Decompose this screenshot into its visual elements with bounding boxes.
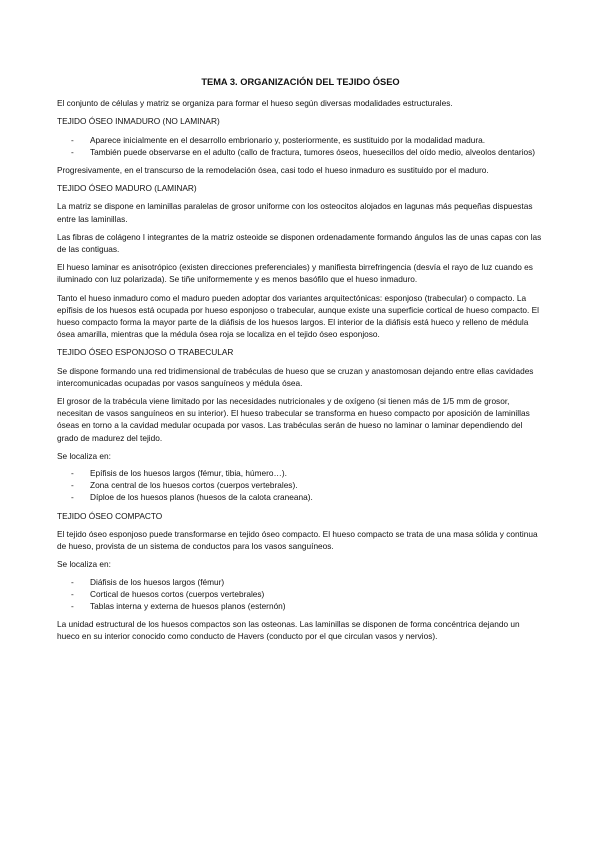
- paragraph: El grosor de la trabécula viene limitado por las necesidades nutricionales y de oxígeno (si tienen más de 1/5 mm de grosor, necesitan de vasos sanguíneos en su interior). El hueso trabecular se transforma en hueso compacto por aposición de laminillas óseas en torno a la cavidad medular ocupada por vasos. Las trabéculas serán de hueso no laminar o laminar dependiendo del grado de madurez del tejido.: [57, 396, 530, 443]
- closing-paragraph: La unidad estructural de los huesos compactos son las osteonas. Las laminillas se disponen de forma concéntrica dejando un hueco en su interior conocido como conducto de Havers (conducto por el que circulan vasos y nervios).: [57, 619, 520, 642]
- paragraph: El hueso laminar es anisotrópico (existen direcciones preferenciales) y manifiesta birrefringencia (desvía el rayo de luz cuando es iluminado con luz polarizada). Se tiñe uniformemente y es menos basófilo que el hueso inmaduro.: [57, 262, 533, 285]
- list-item: - Zona central de los huesos cortos (cuerpos vertebrales).: [71, 480, 298, 491]
- paragraph: Tanto el hueso inmaduro como el maduro pueden adoptar dos variantes arquitectónicas: esponjoso (trabecular) o compacto. La epífisis de los huesos está ocupada por hueso esponjoso o trabecular, aunque existe una superficie cortical de hueso compacto. El hueso compacto forma la mayor parte de la diáfisis de los huesos largos. El interior de la diáfisis está hueco y relleno de médula ósea amarilla, mientras que la médula ósea roja se localiza en el tejido óseo esponjoso.: [57, 292, 539, 340]
- section-heading-inmaduro: TEJIDO ÓSEO INMADURO (NO LAMINAR): [57, 116, 220, 127]
- paragraph: El tejido óseo esponjoso puede transformarse en tejido óseo compacto. El hueso compacto se trata de una masa sólida y continua de hueso, provista de un sistema de conductos para los vasos sanguíneos.: [57, 528, 538, 552]
- list-item: - Epífisis de los huesos largos (fémur, tibia, húmero…).: [71, 468, 287, 479]
- bullet-list-esponjoso: [57, 467, 544, 504]
- dash-bullet: -: [71, 480, 74, 491]
- paragraph: Se dispone formando una red tridimensional de trabéculas de hueso que se cruzan y anastomosan dejando entre ellas cavidades intercomunicadas ocupadas por vasos sanguíneos y médula ósea.: [57, 365, 534, 388]
- document-page: [57, 76, 544, 649]
- dash-bullet: -: [71, 468, 74, 479]
- dash-bullet: -: [71, 134, 74, 145]
- dash-bullet: -: [71, 588, 74, 599]
- location-label: Se localiza en:: [57, 450, 111, 461]
- paragraph: Las fibras de colágeno I integrantes de la matriz osteoide se disponen ordenadamente formando ángulos las de unas capas con las de las contiguas.: [57, 231, 542, 255]
- dash-bullet: -: [71, 146, 74, 157]
- dash-bullet: -: [71, 600, 74, 611]
- document-title: TEMA 3. ORGANIZACIÓN DEL TEJIDO ÓSEO: [201, 77, 400, 87]
- bullet-list-compacto: [57, 576, 544, 613]
- list-item: - Diáfisis de los huesos largos (fémur): [71, 576, 225, 587]
- location-label: Se localiza en:: [57, 559, 111, 570]
- list-item: - Aparece inicialmente en el desarrollo embrionario y, posteriormente, es sustituido por la modalidad madura.: [71, 134, 486, 145]
- dash-bullet: -: [71, 576, 74, 587]
- section-heading-compacto: TEJIDO ÓSEO COMPACTO: [57, 510, 163, 521]
- paragraph: La matriz se dispone en laminillas paralelas de grosor uniforme con los osteocitos alojados en lagunas más pequeñas dispuestas entre las laminillas.: [57, 201, 533, 224]
- intro-paragraph: El conjunto de células y matriz se organiza para formar el hueso según diversas modalidades estructurales.: [57, 98, 453, 109]
- section-heading-maduro: TEJIDO ÓSEO MADURO (LAMINAR): [57, 183, 197, 194]
- list-item: - Tablas interna y externa de huesos planos (esternón): [71, 600, 286, 611]
- bullet-list-inmaduro: [57, 134, 544, 158]
- list-item: - Cortical de huesos cortos (cuerpos vertebrales): [71, 588, 265, 599]
- paragraph: Progresivamente, en el transcurso de la remodelación ósea, casi todo el hueso inmaduro es sustituido por el maduro.: [57, 165, 489, 176]
- section-heading-esponjoso: TEJIDO ÓSEO ESPONJOSO O TRABECULAR: [57, 347, 234, 358]
- list-item: - También puede observarse en el adulto (callo de fractura, tumores óseos, huesecillos del oído medio, alveolos dentarios): [71, 146, 536, 157]
- list-item: - Díploe de los huesos planos (huesos de la calota craneana).: [71, 492, 313, 503]
- dash-bullet: -: [71, 492, 74, 503]
